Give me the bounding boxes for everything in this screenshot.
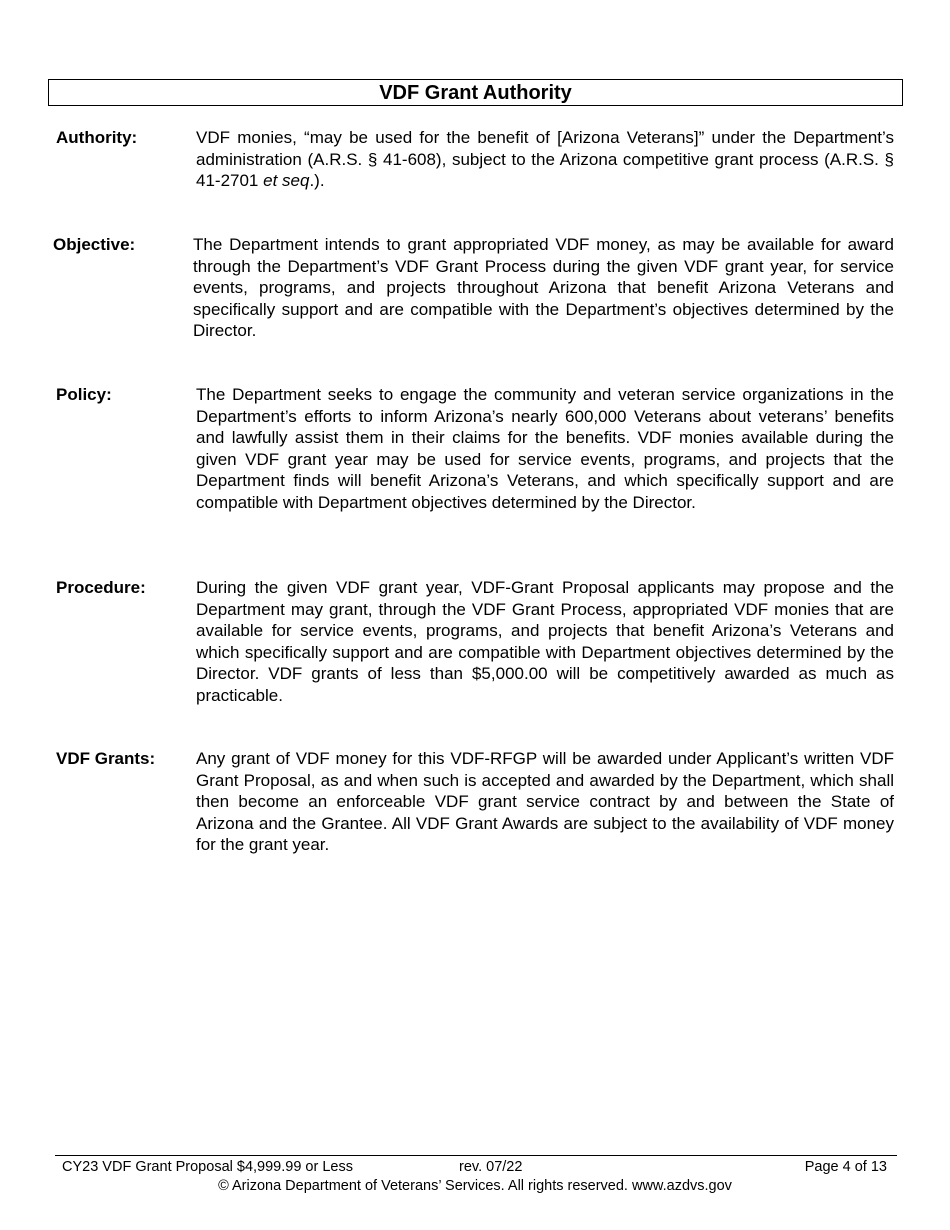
- policy-text: The Department seeks to engage the community and veteran service organizations in the Department’s efforts to inform Arizona’s nearly 600,000 Veterans about veterans’ benefits and lawfully assist them in their claims for the benefits. VDF monies available during the given VDF grant year may be used for service events, programs, and projects that the Department finds will benefit Arizona’s Veterans, and which specifically support and are compatible with Department objectives determined by the Director.: [196, 385, 894, 512]
- authority-text: [196, 127, 894, 192]
- footer-document-name: CY23 VDF Grant Proposal $4,999.99 or Less: [62, 1159, 353, 1175]
- authority-label: Authority:: [56, 128, 138, 147]
- authority-text-italic: et seq: [263, 171, 310, 190]
- policy-label: Policy:: [56, 385, 112, 404]
- footer-divider: [55, 1155, 897, 1156]
- footer-copyright: © Arizona Department of Veterans’ Services. All rights reserved. www.azdvs.gov: [218, 1178, 732, 1194]
- procedure-label: Procedure:: [56, 578, 146, 597]
- footer-page-number: Page 4 of 13: [804, 1159, 887, 1175]
- authority-text-main: VDF monies, “may be used for the benefit of [Arizona Veterans]” under the Department’s administration (A.R.S. § 41-608), subject to the Arizona competitive grant process (A.R.S. § 41-2701: [196, 128, 894, 190]
- page-title: VDF Grant Authority: [48, 79, 903, 106]
- objective-label: Objective:: [53, 235, 136, 254]
- objective-text: The Department intends to grant appropriated VDF money, as may be available for award through the Department’s VDF Grant Process during the given VDF grant year, for service events, programs, and projects throughout Arizona that benefit Arizona Veterans and specifically support and are compatible with the Department’s objectives determined by the Director.: [193, 235, 894, 340]
- authority-text-end: .).: [309, 171, 325, 190]
- vdf-grants-label: VDF Grants:: [56, 749, 156, 768]
- footer-revision: rev. 07/22: [459, 1159, 523, 1175]
- vdf-grants-text: Any grant of VDF money for this VDF-RFGP will be awarded under Applicant’s written VDF Grant Proposal, as and when such is accepted and awarded by the Department, which shall then become an enforceable VDF grant service contract by and between the State of Arizona and the Grantee. All VDF Grant Awards are subject to the availability of VDF money for the grant year.: [196, 749, 894, 854]
- procedure-text: During the given VDF grant year, VDF-Grant Proposal applicants may propose and the Department may grant, through the VDF Grant Process, appropriated VDF monies that are available for service events, programs, and projects that benefit Arizona’s Veterans and which specifically support and are compatible with Department objectives determined by the Director. VDF grants of less than $5,000.00 will be competitively awarded as much as practicable.: [196, 578, 894, 705]
